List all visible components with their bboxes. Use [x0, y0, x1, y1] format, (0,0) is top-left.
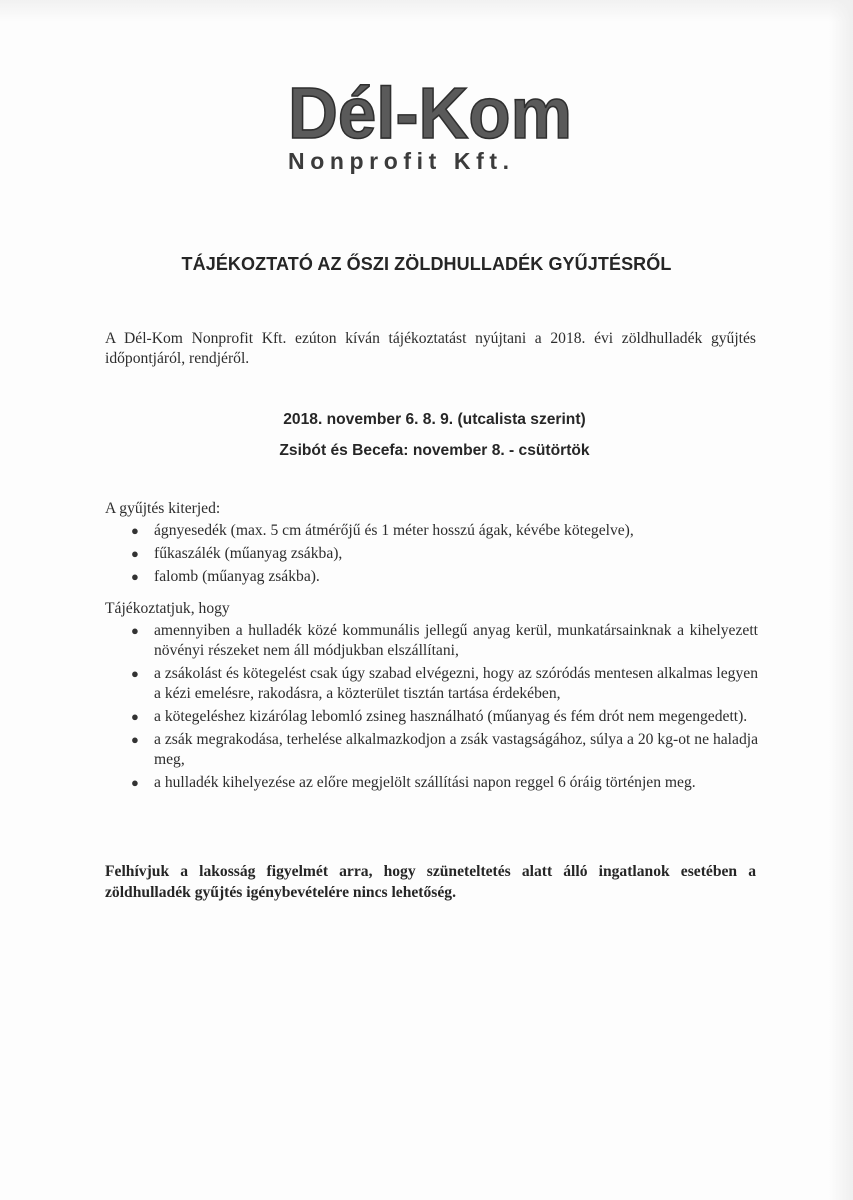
list-item: ● falomb (műanyag zsákba).: [131, 568, 320, 585]
bullet-dot-icon: ●: [131, 709, 139, 724]
bullet-dot-icon: ●: [131, 623, 139, 638]
closing-notice: Felhívjuk a lakosság figyelmét arra, hogy szüneteltetés alatt álló ingatlanok esetében a zöldhulladék gyűjtés igénybevételére nincs lehetőség.: [105, 863, 756, 901]
collection-list: [128, 521, 758, 590]
notice-list: [128, 621, 758, 796]
list-item: ● fűkaszálék (műanyag zsákba),: [131, 545, 343, 562]
collection-label: A gyűjtés kiterjed:: [105, 500, 221, 517]
notice-label: Tájékoztatjuk, hogy: [105, 600, 230, 617]
intro-paragraph: A Dél-Kom Nonprofit Kft. ezúton kíván tájékoztatást nyújtani a 2018. évi zöldhulladék gyűjtés időpontjáról, rendjéről.: [105, 330, 756, 367]
logo-main-text: Dél-Kom: [288, 78, 572, 148]
list-item: ● ágnyesedék (max. 5 cm átmérőjű és 1 méter hosszú ágak, kévébe kötegelve),: [131, 522, 634, 539]
page-title: TÁJÉKOZTATÓ AZ ŐSZI ZÖLDHULLADÉK GYŰJTÉSRŐL: [181, 254, 672, 274]
scan-shadow-right: [829, 0, 853, 1200]
scan-shadow-top: [0, 0, 853, 22]
list-item: ● a hulladék kihelyezése az előre megjelölt szállítási napon reggel 6 óráig történjen meg.: [131, 774, 696, 791]
bullet-dot-icon: ●: [131, 775, 139, 790]
bullet-dot-icon: ●: [131, 569, 139, 584]
logo-wordmark: [286, 78, 576, 148]
bullet-dot-icon: ●: [131, 666, 139, 681]
village-dates: Zsibót és Becefa: november 8. - csütörtök: [279, 442, 590, 459]
list-item: ● a zsák megrakodása, terhelése alkalmazkodjon a zsák vastagságához, súlya a 20 kg-ot ne haladja meg,: [131, 731, 758, 768]
list-item: ● a zsákolást és kötegelést csak úgy szabad elvégezni, hogy az szóródás mentesen alkalmas legyen a kézi emelésre, rakodásra, a közterület tisztán tartása érdekében,: [131, 665, 758, 702]
list-item: ● a kötegeléshez kizárólag lebomló zsineg használható (műanyag és fém drót nem megengedett).: [131, 708, 748, 725]
bullet-dot-icon: ●: [131, 732, 139, 747]
bullet-dot-icon: ●: [131, 523, 139, 538]
company-logo: [280, 78, 580, 178]
logo-subtitle: Nonprofit Kft.: [288, 148, 515, 174]
collection-dates: 2018. november 6. 8. 9. (utcalista szerint): [283, 411, 586, 428]
bullet-dot-icon: ●: [131, 546, 139, 561]
list-item: ● amennyiben a hulladék közé kommunális jellegű anyag kerül, munkatársainknak a kihelyezett növényi részeket nem áll módjukban elszállítani,: [131, 622, 758, 659]
